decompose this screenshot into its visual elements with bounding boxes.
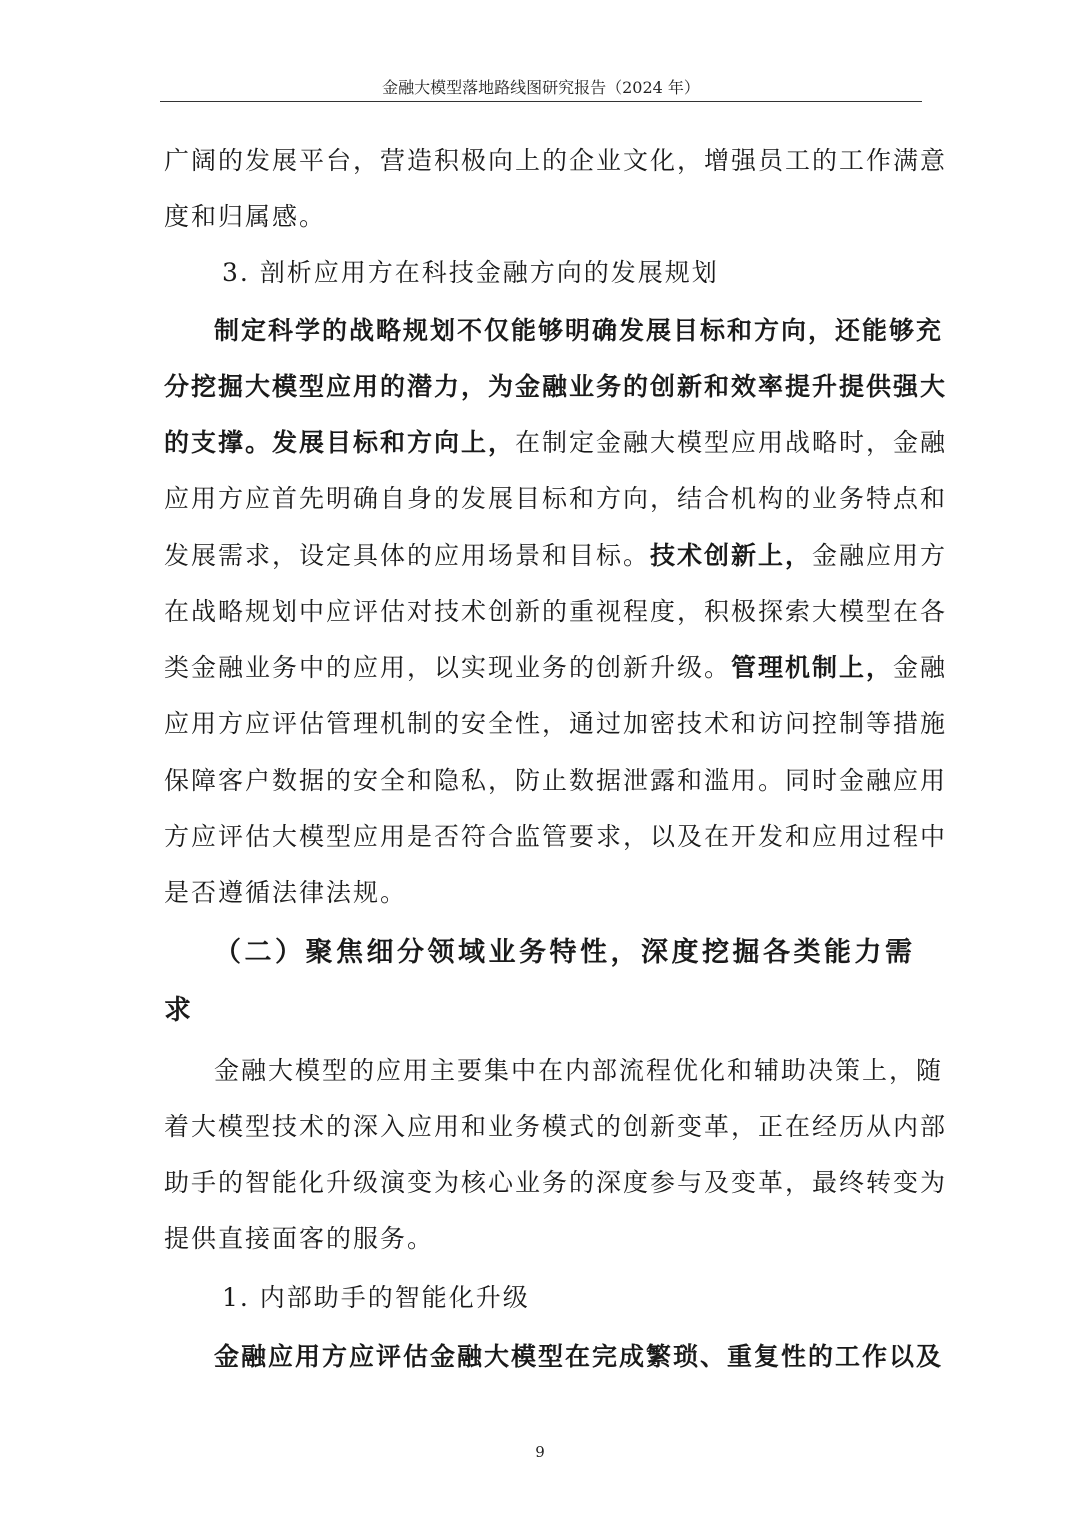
- paragraph-line: [164, 873, 914, 913]
- emphasis-text: 分挖掘大模型应用的潜力，为金融业务的创新和效率提升提供强大: [164, 372, 948, 401]
- text-span: 金融应用方: [812, 541, 948, 570]
- paragraph-line: [164, 1163, 948, 1203]
- emphasis-text: 管理机制上，: [731, 653, 894, 682]
- paragraph-line: [164, 761, 948, 801]
- paragraph-line: [164, 423, 948, 463]
- text-span: 在制定金融大模型应用战略时，金融: [515, 428, 948, 457]
- text-span: 助手的智能化升级演变为核心业务的深度参与及变革，最终转变为: [164, 1168, 948, 1197]
- emphasis-text: 金融应用方应评估金融大模型在完成繁琐、重复性的工作以及: [214, 1342, 944, 1371]
- text-span: 是否遵循法律法规。: [164, 878, 408, 907]
- header-divider: [160, 101, 922, 102]
- text-span: 应用方应首先明确自身的发展目标和方向，结合机构的业务特点和: [164, 484, 948, 513]
- paragraph-line: [214, 311, 944, 351]
- paragraph-line: [164, 1219, 914, 1259]
- paragraph-line: [164, 704, 948, 744]
- text-span: 应用方应评估管理机制的安全性，通过加密技术和访问控制等措施: [164, 709, 948, 738]
- text-span: 3. 剖析应用方在科技金融方向的发展规划: [222, 258, 719, 287]
- section-heading: [214, 931, 914, 975]
- text-span: 广阔的发展平台，营造积极向上的企业文化，增强员工的工作满意: [164, 146, 948, 175]
- paragraph-line: [164, 197, 914, 237]
- paragraph-line: [214, 1051, 944, 1091]
- text-span: 度和归属感。: [164, 202, 327, 231]
- emphasis-text: 制定科学的战略规划不仅能够明确发展目标和方向，还能够充: [214, 316, 944, 345]
- text-span: 发展需求，设定具体的应用场景和目标。: [164, 541, 651, 570]
- text-span: 着大模型技术的深入应用和业务模式的创新变革，正在经历从内部: [164, 1112, 948, 1141]
- page-number: 9: [535, 1443, 545, 1461]
- text-span: 1. 内部助手的智能化升级: [222, 1283, 530, 1312]
- text-span: 在战略规划中应评估对技术创新的重视程度，积极探索大模型在各: [164, 597, 948, 626]
- paragraph-line: [164, 1107, 948, 1147]
- heading-text: 求: [164, 995, 193, 1026]
- text-span: 金融大模型的应用主要集中在内部流程优化和辅助决策上，随: [214, 1056, 944, 1085]
- subsection-heading: [222, 1278, 722, 1318]
- paragraph-line: [164, 817, 948, 857]
- text-span: 提供直接面客的服务。: [164, 1224, 435, 1253]
- paragraph-line: [164, 536, 948, 576]
- emphasis-text: 的支撑。发展目标和方向上，: [164, 428, 516, 457]
- subsection-heading: [222, 253, 782, 293]
- paragraph-line: [164, 479, 948, 519]
- running-header: 金融大模型落地路线图研究报告（2024 年）: [382, 78, 700, 97]
- text-span: 类金融业务中的应用，以实现业务的创新升级。: [164, 653, 732, 682]
- paragraph-line: [164, 141, 948, 181]
- paragraph-line: [164, 367, 948, 407]
- heading-text: （二）聚焦细分领域业务特性，深度挖掘各类能力需: [214, 937, 914, 968]
- paragraph-line: [164, 592, 948, 632]
- text-span: 方应评估大模型应用是否符合监管要求，以及在开发和应用过程中: [164, 822, 948, 851]
- section-heading-continued: [164, 989, 914, 1033]
- paragraph-line: [214, 1337, 944, 1377]
- paragraph-line: [164, 648, 948, 688]
- emphasis-text: 技术创新上，: [650, 541, 813, 570]
- text-span: 保障客户数据的安全和隐私，防止数据泄露和滥用。同时金融应用: [164, 766, 948, 795]
- text-span: 金融: [893, 653, 948, 682]
